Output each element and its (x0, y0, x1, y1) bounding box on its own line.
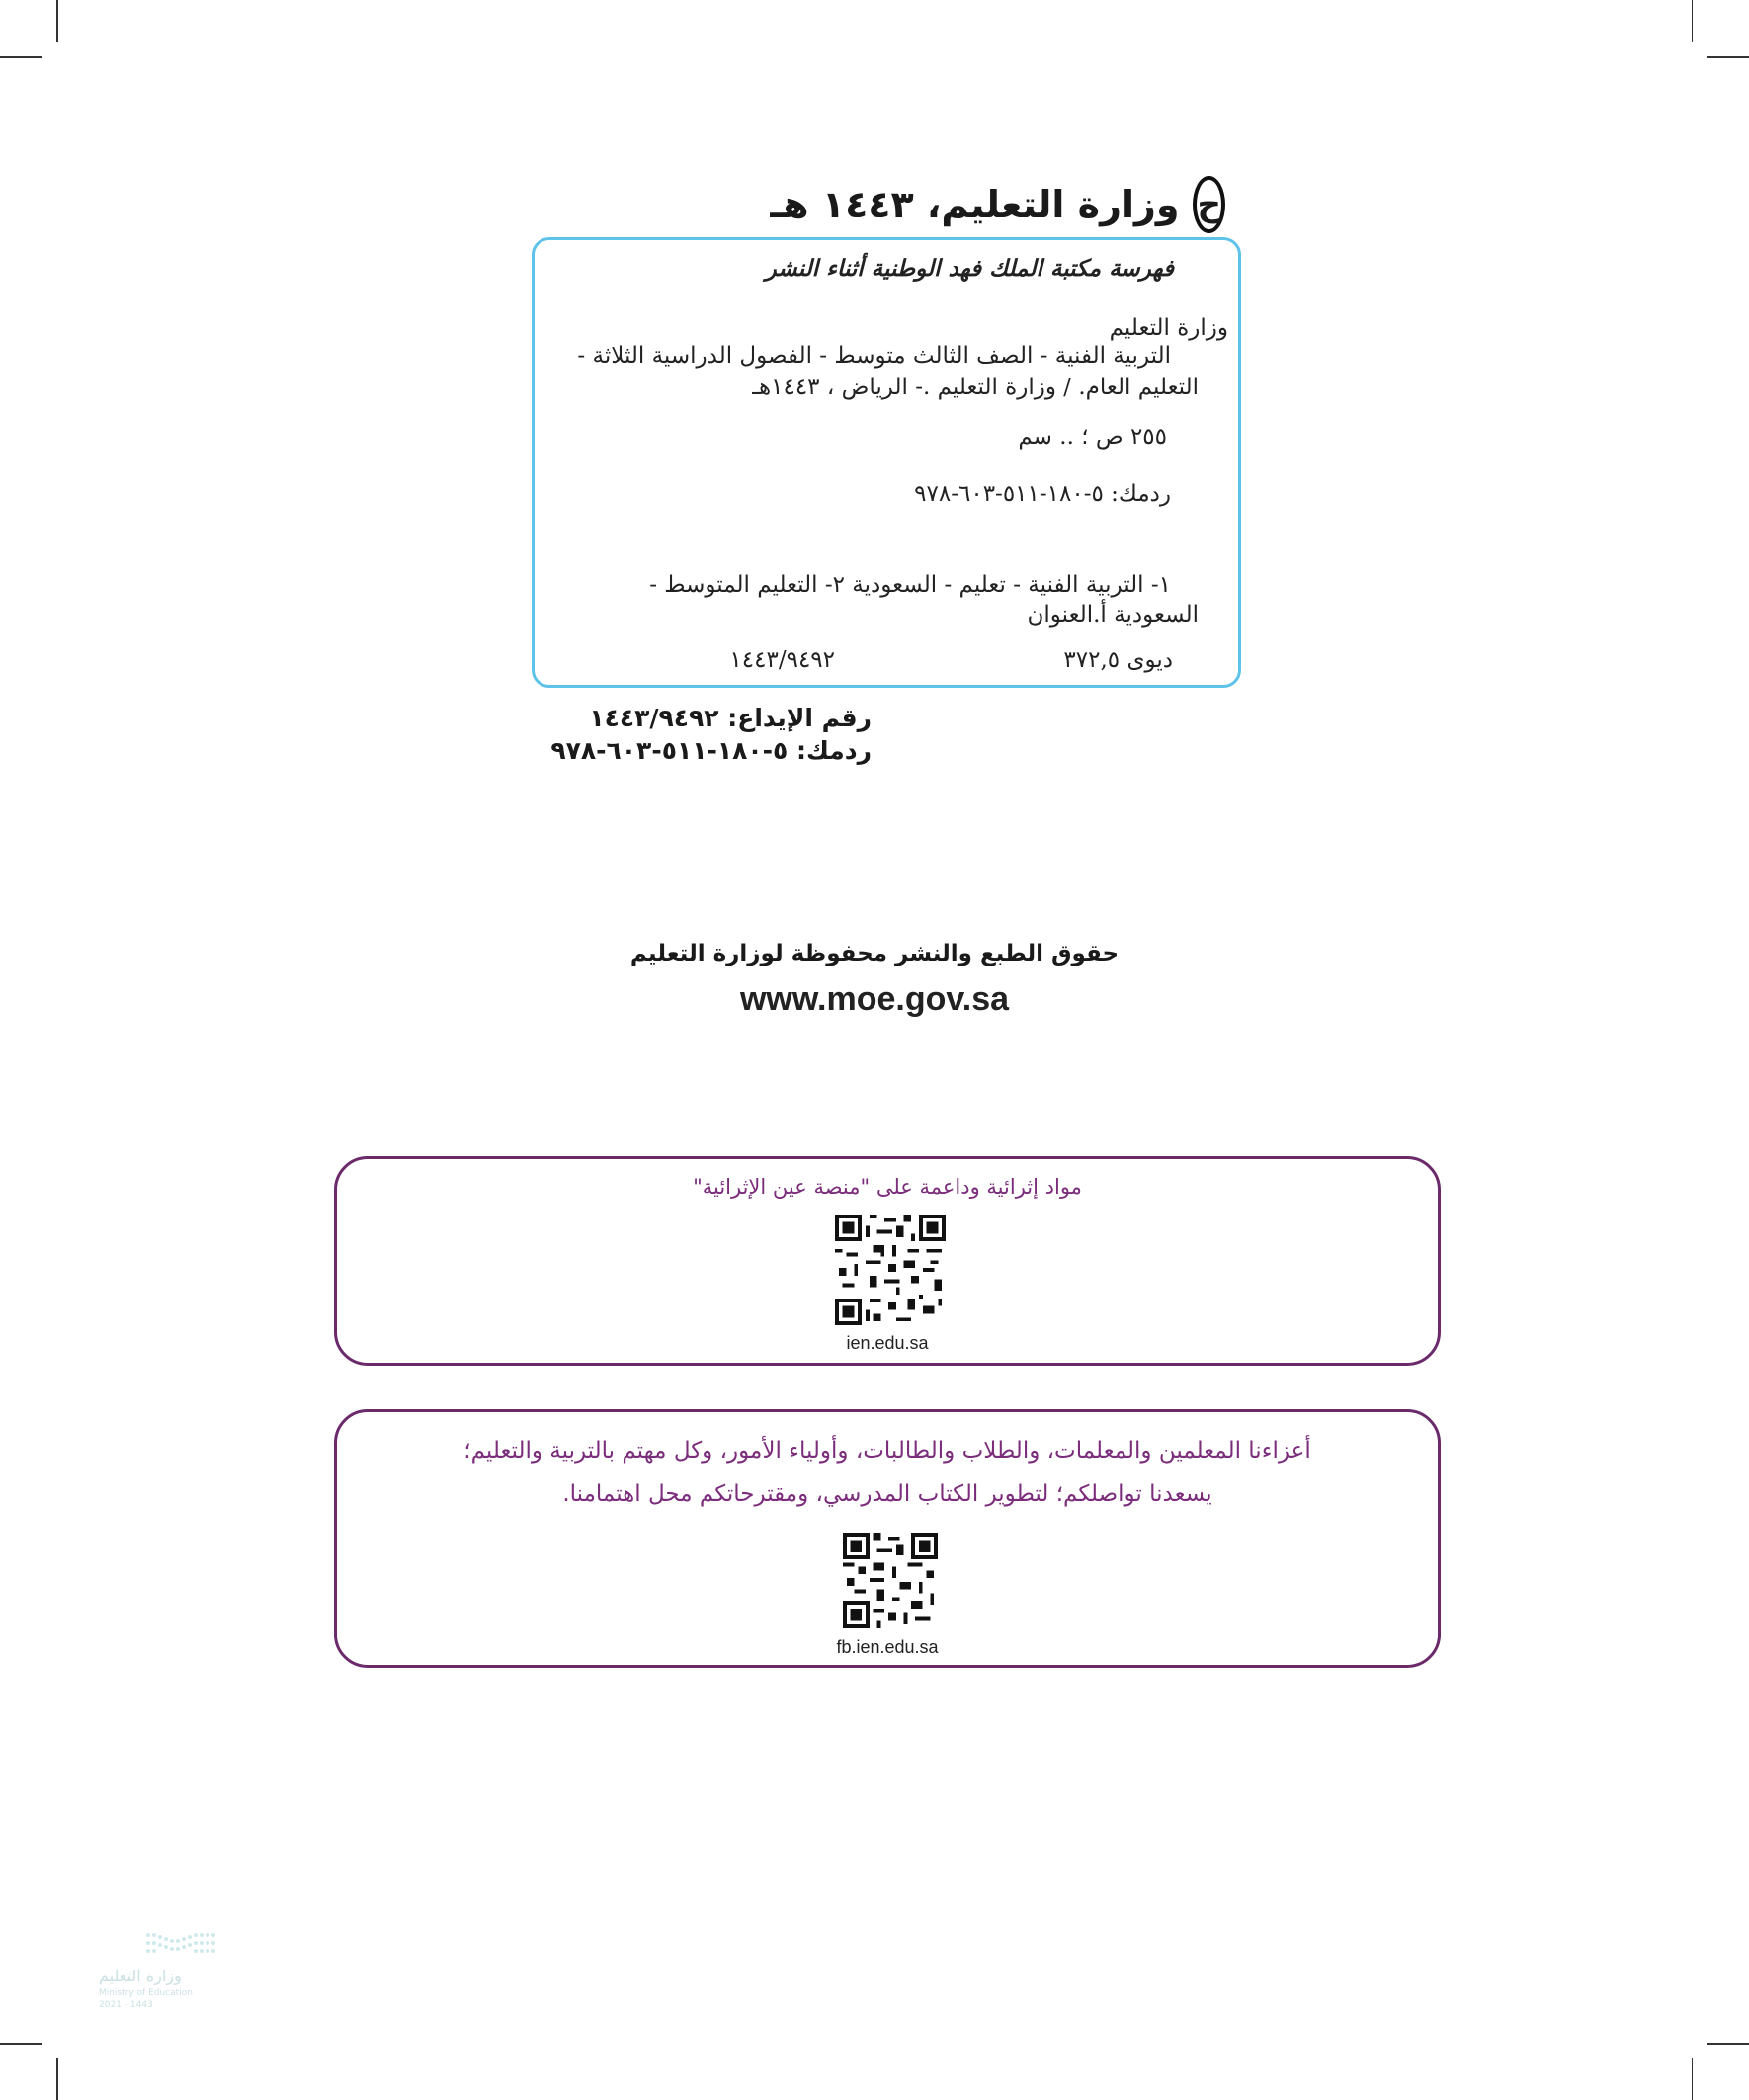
catalog-title-line: التعليم العام. / وزارة التعليم .- الرياض ، ١٤٤٣هـ (752, 375, 1199, 400)
catalog-subjects: السعودية أ.العنوان (1027, 602, 1199, 628)
crop-mark (56, 2058, 58, 2100)
crop-mark (56, 0, 58, 42)
logo-subtitle: Ministry of Education (99, 1988, 193, 1998)
logo-year: 2021 - 1443 (99, 2000, 153, 2010)
page-title: وزارة التعليم، ١٤٤٣ هـ (770, 183, 1180, 226)
crop-mark (1707, 56, 1749, 58)
ien-qr-code-icon[interactable] (835, 1215, 946, 1325)
ien-url[interactable]: ien.edu.sa (846, 1333, 929, 1353)
catalog-heading: فهرسة مكتبة الملك فهد الوطنية أثناء النشر (765, 256, 1174, 282)
copyright-title (770, 170, 1225, 239)
deposit-number: رقم الإيداع: ١٤٤٣/٩٤٩٢ (589, 704, 872, 732)
catalog-author: وزارة التعليم (1109, 315, 1228, 341)
feedback-text: يسعدنا تواصلكم؛ لتطوير الكتاب المدرسي، ومقترحاتكم محل اهتمامنا. (562, 1481, 1212, 1507)
feedback-text: أعزاءنا المعلمين والمعلمات، والطلاب والطالبات، وأولياء الأمور، وكل مهتم بالتربية والتعليم؛ (463, 1438, 1311, 1464)
website-link[interactable]: www.moe.gov.sa (739, 980, 1010, 1018)
feedback-qr-code-icon[interactable] (843, 1533, 938, 1628)
crop-mark (1692, 2058, 1694, 2100)
ien-caption: مواد إثرائية وداعمة على "منصة عين الإثرائية" (693, 1175, 1082, 1199)
crop-mark (0, 2043, 42, 2045)
catalog-isbn: ردمك: ٥-١٨٠-٥١١-٦٠٣-٩٧٨ (914, 481, 1171, 507)
ien-platform-box (334, 1156, 1441, 1366)
feedback-box (334, 1409, 1441, 1668)
isbn-number: ردمك: ٥-١٨٠-٥١١-٦٠٣-٩٧٨ (550, 736, 872, 765)
catalog-title-line: التربية الفنية - الصف الثالث متوسط - الفصول الدراسية الثلاثة - (577, 343, 1171, 369)
catalog-subjects: ١- التربية الفنية - تعليم - السعودية ٢- التعليم المتوسط - (649, 572, 1171, 598)
moe-logo (95, 1929, 253, 2018)
catalog-deposit: ١٤٤٣/٩٤٩٢ (729, 647, 835, 673)
logo-dots-icon (142, 1929, 300, 1965)
catalog-pages: ٢٥٥ ص ؛ .. سم (1018, 424, 1167, 450)
crop-mark (1707, 2043, 1749, 2045)
copyright-symbol: ح (1197, 185, 1221, 224)
feedback-url[interactable]: fb.ien.edu.sa (836, 1638, 939, 1657)
copyright-circle-icon (1193, 176, 1225, 233)
rights-statement: حقوق الطبع والنشر محفوظة لوزارة التعليم (629, 941, 1120, 966)
crop-mark (0, 56, 42, 58)
crop-mark (1692, 0, 1694, 42)
catalog-dewey: ديوى ٣٧٢,٥ (1063, 647, 1173, 673)
logo-name: وزارة التعليم (99, 1967, 182, 1985)
catalog-box (532, 237, 1241, 688)
